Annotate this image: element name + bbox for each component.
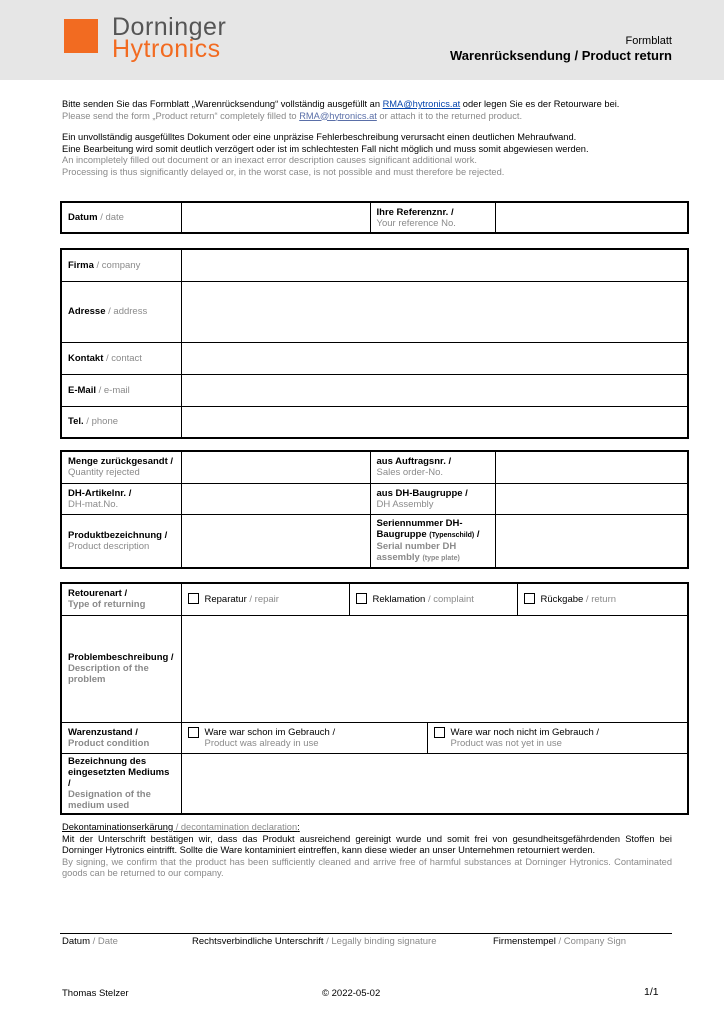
phone-label-en: / phone — [83, 416, 119, 428]
rma-email-link[interactable]: RMA@hytronics.at — [382, 99, 461, 109]
condition-label-en: Product condition — [68, 737, 150, 749]
problem-label-de: Problembeschreibung / — [68, 652, 174, 663]
intro-de-1-b: oder legen Sie es der Retourware bei. — [460, 99, 620, 109]
intro-de-1 — [62, 99, 682, 111]
unused-label-en: Product was not yet in use — [450, 737, 562, 749]
company-label-de: Firma — [68, 259, 94, 271]
product-description-field[interactable] — [181, 514, 370, 568]
repair-label-en: / repair — [246, 593, 279, 605]
used-label-en: Product was already in use — [204, 737, 319, 749]
return-label-en: / return — [583, 593, 617, 605]
condition-label-de: Warenzustand / — [68, 726, 138, 738]
complaint-label-en: / complaint — [425, 593, 474, 605]
medium-label-en-1: Designation of the — [68, 788, 151, 800]
phone-field[interactable] — [181, 406, 688, 438]
product-condition-label — [61, 722, 181, 753]
product-description-label-en: Product description — [68, 540, 150, 552]
problem-description-field[interactable] — [181, 615, 688, 722]
email-label-en: / e-mail — [95, 384, 130, 396]
intro-de-1-a: Bitte senden Sie das Formblatt „Warenrücksendung“ vollständig ausgefüllt an — [62, 99, 383, 109]
company-field[interactable] — [181, 249, 688, 281]
quantity-label — [61, 451, 181, 483]
assembly-label — [370, 483, 495, 514]
used-option[interactable] — [181, 722, 427, 753]
signature-date-label — [62, 936, 118, 947]
article-no-label-de: DH-Artikelnr. / — [68, 487, 132, 499]
intro-en-3: Processing is thus significantly delayed or, in the worst case, is not possible and must therefore be rejected. — [62, 166, 505, 177]
product-description-label — [61, 514, 181, 568]
sig-stamp-en: / Company Sign — [555, 936, 627, 947]
logo-mark — [64, 19, 98, 53]
article-no-label-en: DH-mat.No. — [68, 498, 119, 510]
form-label: Formblatt — [625, 35, 672, 47]
product-info-table — [60, 450, 689, 569]
medium-label-de-2: eingesetzten Mediums / — [68, 766, 170, 789]
decon-title — [62, 822, 672, 834]
assembly-label-en: DH Assembly — [376, 498, 434, 510]
serial-label-en-b: assembly — [376, 551, 420, 563]
sig-stamp-de: Firmenstempel — [493, 936, 556, 947]
product-description-label-de: Produktbezeichnung / — [68, 529, 168, 541]
complaint-label-de: Reklamation — [372, 593, 426, 605]
sales-order-label — [370, 451, 495, 483]
date-label-en: / date — [97, 212, 124, 223]
intro-text — [62, 99, 682, 178]
serial-label-en-small: (type plate) — [422, 554, 460, 562]
intro-de-2: Ein unvollständig ausgefülltes Dokument oder eine unpräzise Fehlerbeschreibung verursacht einen deutlichen Mehraufwand. — [62, 132, 577, 142]
decon-title-colon: : — [297, 822, 300, 832]
phone-label — [61, 406, 181, 438]
date-label-de: Datum — [68, 212, 98, 223]
medium-label-de-1: Bezeichnung des — [68, 755, 147, 767]
sales-order-label-en: Sales order-No. — [376, 467, 444, 479]
assembly-label-de: aus DH-Baugruppe / — [376, 487, 468, 499]
assembly-field[interactable] — [495, 483, 688, 514]
intro-en-1-a: Please send the form „Product return“ completely filled to — [62, 110, 300, 121]
sig-date-en: / Date — [89, 936, 118, 947]
medium-field[interactable] — [181, 753, 688, 814]
footer-author: Thomas Stelzer — [62, 988, 129, 999]
contact-field[interactable] — [181, 342, 688, 374]
repair-option[interactable] — [181, 583, 349, 615]
rma-email-link-en[interactable]: RMA@hytronics.at — [299, 110, 377, 121]
serial-label-de-small: (Typenschild) — [429, 531, 475, 539]
sig-sign-en: / Legally binding signature — [323, 936, 437, 947]
intro-en-2: An incompletely filled out document or an inexact error description causes significant additional work. — [62, 155, 477, 165]
return-type-label-en: Type of returning — [68, 599, 146, 611]
email-label-de: E-Mail — [68, 384, 96, 396]
used-label-de: Ware war schon im Gebrauch / — [204, 726, 336, 738]
company-label — [61, 249, 181, 281]
article-no-label — [61, 483, 181, 514]
return-type-label-de: Retourenart / — [68, 588, 128, 600]
serial-label-de-c: / — [474, 528, 480, 540]
logo-text-dorninger: Dorninger — [112, 13, 227, 41]
serial-number-field[interactable] — [495, 514, 688, 568]
return-type-label — [61, 583, 181, 615]
reference-label-de: Ihre Referenznr. / — [376, 206, 454, 218]
decon-text-en: By signing, we confirm that the product has been sufficiently cleaned and arrive free of harmful substances at Dorninger Hytronics. Contaminated goods can be returned to our company. — [62, 856, 672, 878]
medium-label — [61, 753, 181, 814]
sig-sign-de: Rechtsverbindliche Unterschrift — [192, 936, 324, 947]
contact-label-en: / contact — [103, 352, 142, 364]
reference-field[interactable] — [495, 202, 688, 233]
return-checkbox[interactable] — [524, 593, 535, 604]
intro-de-3: Eine Bearbeitung wird somit deutlich verzögert oder ist im schlechtesten Fall nicht möglich und muss somit abgewiesen werden. — [62, 143, 589, 154]
reference-label-en: Your reference No. — [376, 217, 456, 229]
email-field[interactable] — [181, 374, 688, 406]
contact-label — [61, 342, 181, 374]
repair-label-de: Reparatur — [204, 593, 247, 605]
contact-label-de: Kontakt — [68, 352, 104, 364]
sig-date-de: Datum — [62, 936, 90, 947]
unused-option[interactable] — [427, 722, 688, 753]
problem-description-label — [61, 615, 181, 722]
footer-page-number: 1/1 — [644, 986, 659, 998]
quantity-field[interactable] — [181, 451, 370, 483]
serial-number-label — [370, 514, 495, 568]
address-field[interactable] — [181, 281, 688, 342]
phone-label-de: Tel. — [68, 416, 84, 428]
complaint-checkbox[interactable] — [356, 593, 367, 604]
unused-label-de: Ware war noch nicht im Gebrauch / — [450, 726, 600, 738]
return-details-table — [60, 582, 689, 815]
used-checkbox[interactable] — [188, 727, 199, 738]
serial-label-de-a: Seriennummer DH- — [376, 517, 463, 529]
return-label-de: Rückgabe — [540, 593, 584, 605]
footer-copyright: © 2022-05-02 — [322, 988, 381, 999]
medium-label-en-2: medium used — [68, 799, 130, 811]
return-option[interactable] — [517, 583, 688, 615]
intro-en-1 — [62, 111, 682, 123]
serial-label-de-b: Baugruppe — [376, 528, 427, 540]
address-label-en: / address — [105, 306, 148, 317]
email-label — [61, 374, 181, 406]
address-label — [61, 281, 181, 342]
sales-order-field[interactable] — [495, 451, 688, 483]
reference-label — [370, 202, 495, 233]
quantity-label-de: Menge zurückgesandt / — [68, 456, 174, 468]
signature-stamp-label — [493, 936, 626, 947]
address-label-de: Adresse — [68, 306, 106, 317]
quantity-label-en: Quantity rejected — [68, 467, 140, 479]
form-title: Warenrücksendung / Product return — [450, 48, 672, 63]
logo-text-hytronics: Hytronics — [112, 35, 221, 63]
problem-label-en-1: Description of the — [68, 663, 149, 674]
company-label-en: / company — [93, 259, 141, 271]
date-field[interactable] — [181, 202, 370, 233]
problem-label-en-2: problem — [68, 674, 106, 685]
date-reference-table — [60, 201, 689, 234]
signature-sign-label — [192, 936, 437, 947]
intro-en-1-b: or attach it to the returned product. — [376, 110, 523, 121]
signature-line — [60, 933, 672, 934]
article-no-field[interactable] — [181, 483, 370, 514]
date-label — [61, 202, 181, 233]
decon-title-de: Dekontaminationserkärung — [62, 822, 174, 832]
decon-text-de: Mit der Unterschrift bestätigen wir, dass das Produkt ausreichend gereinigt wurde und somit frei von gesundheitsgefährdenden Stoffen bei Dorninger Hytronics eintrifft. Sollte die Ware kontaminiert eintreffen, kann diese wieder an unser Unternehmen retourniert werden. — [62, 833, 672, 855]
sales-order-label-de: aus Auftragsnr. / — [376, 456, 452, 468]
serial-label-en-a: Serial number DH — [376, 540, 457, 552]
repair-checkbox[interactable] — [188, 593, 199, 604]
complaint-option[interactable] — [349, 583, 517, 615]
decontamination-declaration — [62, 822, 672, 880]
company-info-table — [60, 248, 689, 439]
decon-title-en: / decontamination declaration — [173, 822, 298, 832]
unused-checkbox[interactable] — [434, 727, 445, 738]
page-header — [0, 0, 724, 80]
